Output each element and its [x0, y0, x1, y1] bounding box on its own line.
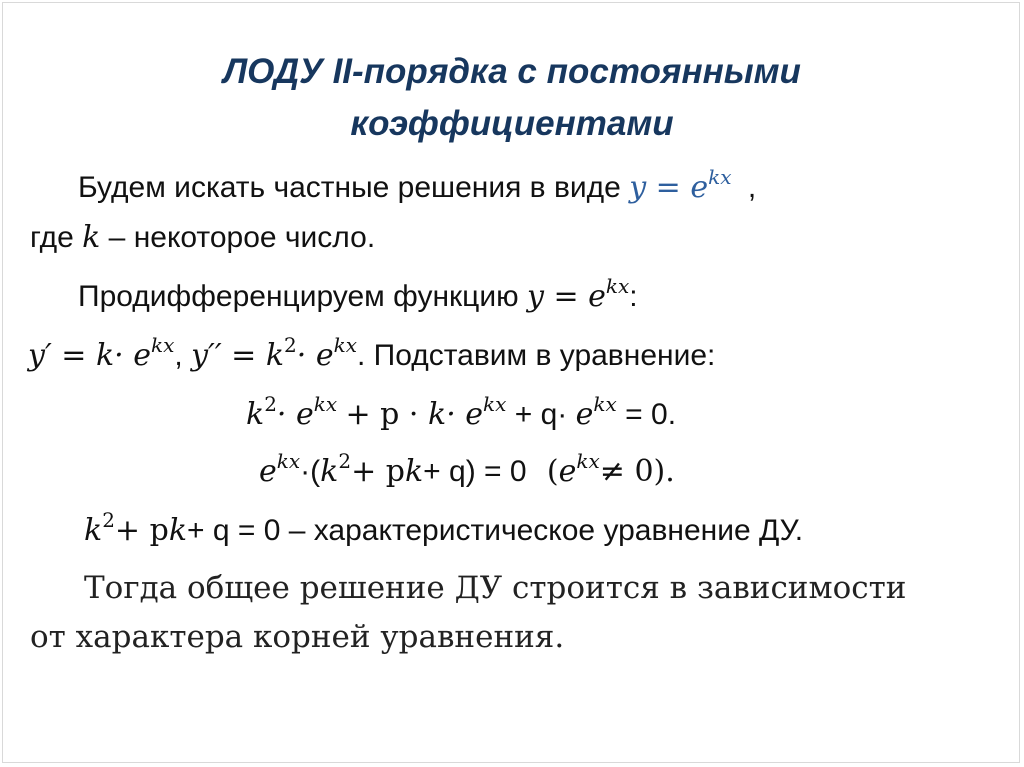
eq1-plus-p: + p ·	[345, 397, 428, 432]
eq1-equals-zero: = 0.	[625, 398, 677, 431]
title-line-1: ЛОДУ II-порядка с постоянными	[223, 52, 801, 91]
eq1-power-1: kx	[313, 392, 338, 416]
eq1-exp-1: · e	[276, 397, 314, 432]
first-derivative-power: kx	[150, 333, 175, 357]
eq1-exp-3: e	[575, 397, 594, 432]
eq1-plus-q: + q·	[514, 398, 576, 431]
paragraph-2	[78, 274, 638, 317]
paragraph-2-text: Продифференцируем функцию	[78, 280, 519, 313]
eq1-square: 2	[264, 392, 277, 416]
eq2-k: k	[320, 454, 339, 489]
some-number-text: – некоторое число.	[108, 221, 376, 254]
eq1-power-2: kx	[483, 392, 507, 416]
title-line-2: коэффициентами	[350, 104, 674, 143]
eq2-condition-exp: e	[558, 454, 577, 489]
conclusion-line-2: от характера корней уравнения.	[30, 619, 565, 655]
second-derivative-power: kx	[333, 333, 357, 357]
function-power: kx	[605, 274, 630, 298]
formula-exp-power: kx	[708, 165, 732, 189]
eq1-exp-2: · e	[446, 397, 484, 432]
eq2-exp: e	[259, 454, 277, 489]
paragraph-1-line-2	[30, 218, 375, 258]
eq2-condition-open: (	[546, 454, 559, 489]
eq2-k-2: k	[404, 454, 424, 489]
char-square: 2	[102, 508, 115, 532]
substitute-text: . Подставим в уравнение:	[357, 339, 716, 372]
slide-title	[0, 46, 1024, 150]
eq1-k: k	[246, 397, 265, 432]
paragraph-2-colon: :	[629, 280, 638, 313]
eq2-plus-p: + p	[351, 454, 405, 489]
eq1-k-2: k	[428, 397, 447, 432]
function-base: y = e	[526, 279, 606, 314]
second-derivative-square: 2	[284, 333, 297, 357]
eq2-open-paren: ·(	[300, 455, 321, 488]
char-plus-p: + p	[114, 513, 169, 548]
paragraph-1-text: Будем искать частные решения в виде	[78, 171, 621, 204]
char-k-2: k	[168, 513, 187, 548]
characteristic-equation	[84, 508, 804, 551]
where-label: где	[30, 221, 74, 254]
eq1-power-3: kx	[593, 392, 617, 416]
second-derivative: y′′ = k	[191, 338, 285, 373]
eq2-plus-q-zero: + q) = 0	[423, 455, 527, 488]
paragraph-1-line-1	[78, 165, 757, 208]
char-equation-text: + q = 0 – характеристическое уравнение ДУ.	[187, 514, 804, 547]
equation-factored	[259, 449, 675, 492]
eq2-power: kx	[276, 449, 301, 473]
conclusion-line-1: Тогда общее решение ДУ строится в зависимости	[84, 570, 907, 606]
paragraph-1-comma: ,	[747, 171, 757, 204]
char-k: k	[84, 513, 103, 548]
eq2-square: 2	[338, 449, 352, 473]
eq2-condition-power: kx	[576, 449, 600, 473]
eq2-period: .	[665, 454, 675, 489]
derivatives-line	[28, 333, 716, 376]
formula-exp-base: y = e	[629, 170, 709, 205]
first-derivative: y′ = k· e	[28, 338, 151, 373]
second-derivative-exp: · e	[296, 338, 334, 373]
derivative-separator: ,	[174, 339, 192, 372]
equation-substituted	[246, 392, 677, 435]
variable-k: k	[82, 220, 101, 255]
eq2-not-equal-zero: ≠ 0)	[599, 454, 666, 489]
